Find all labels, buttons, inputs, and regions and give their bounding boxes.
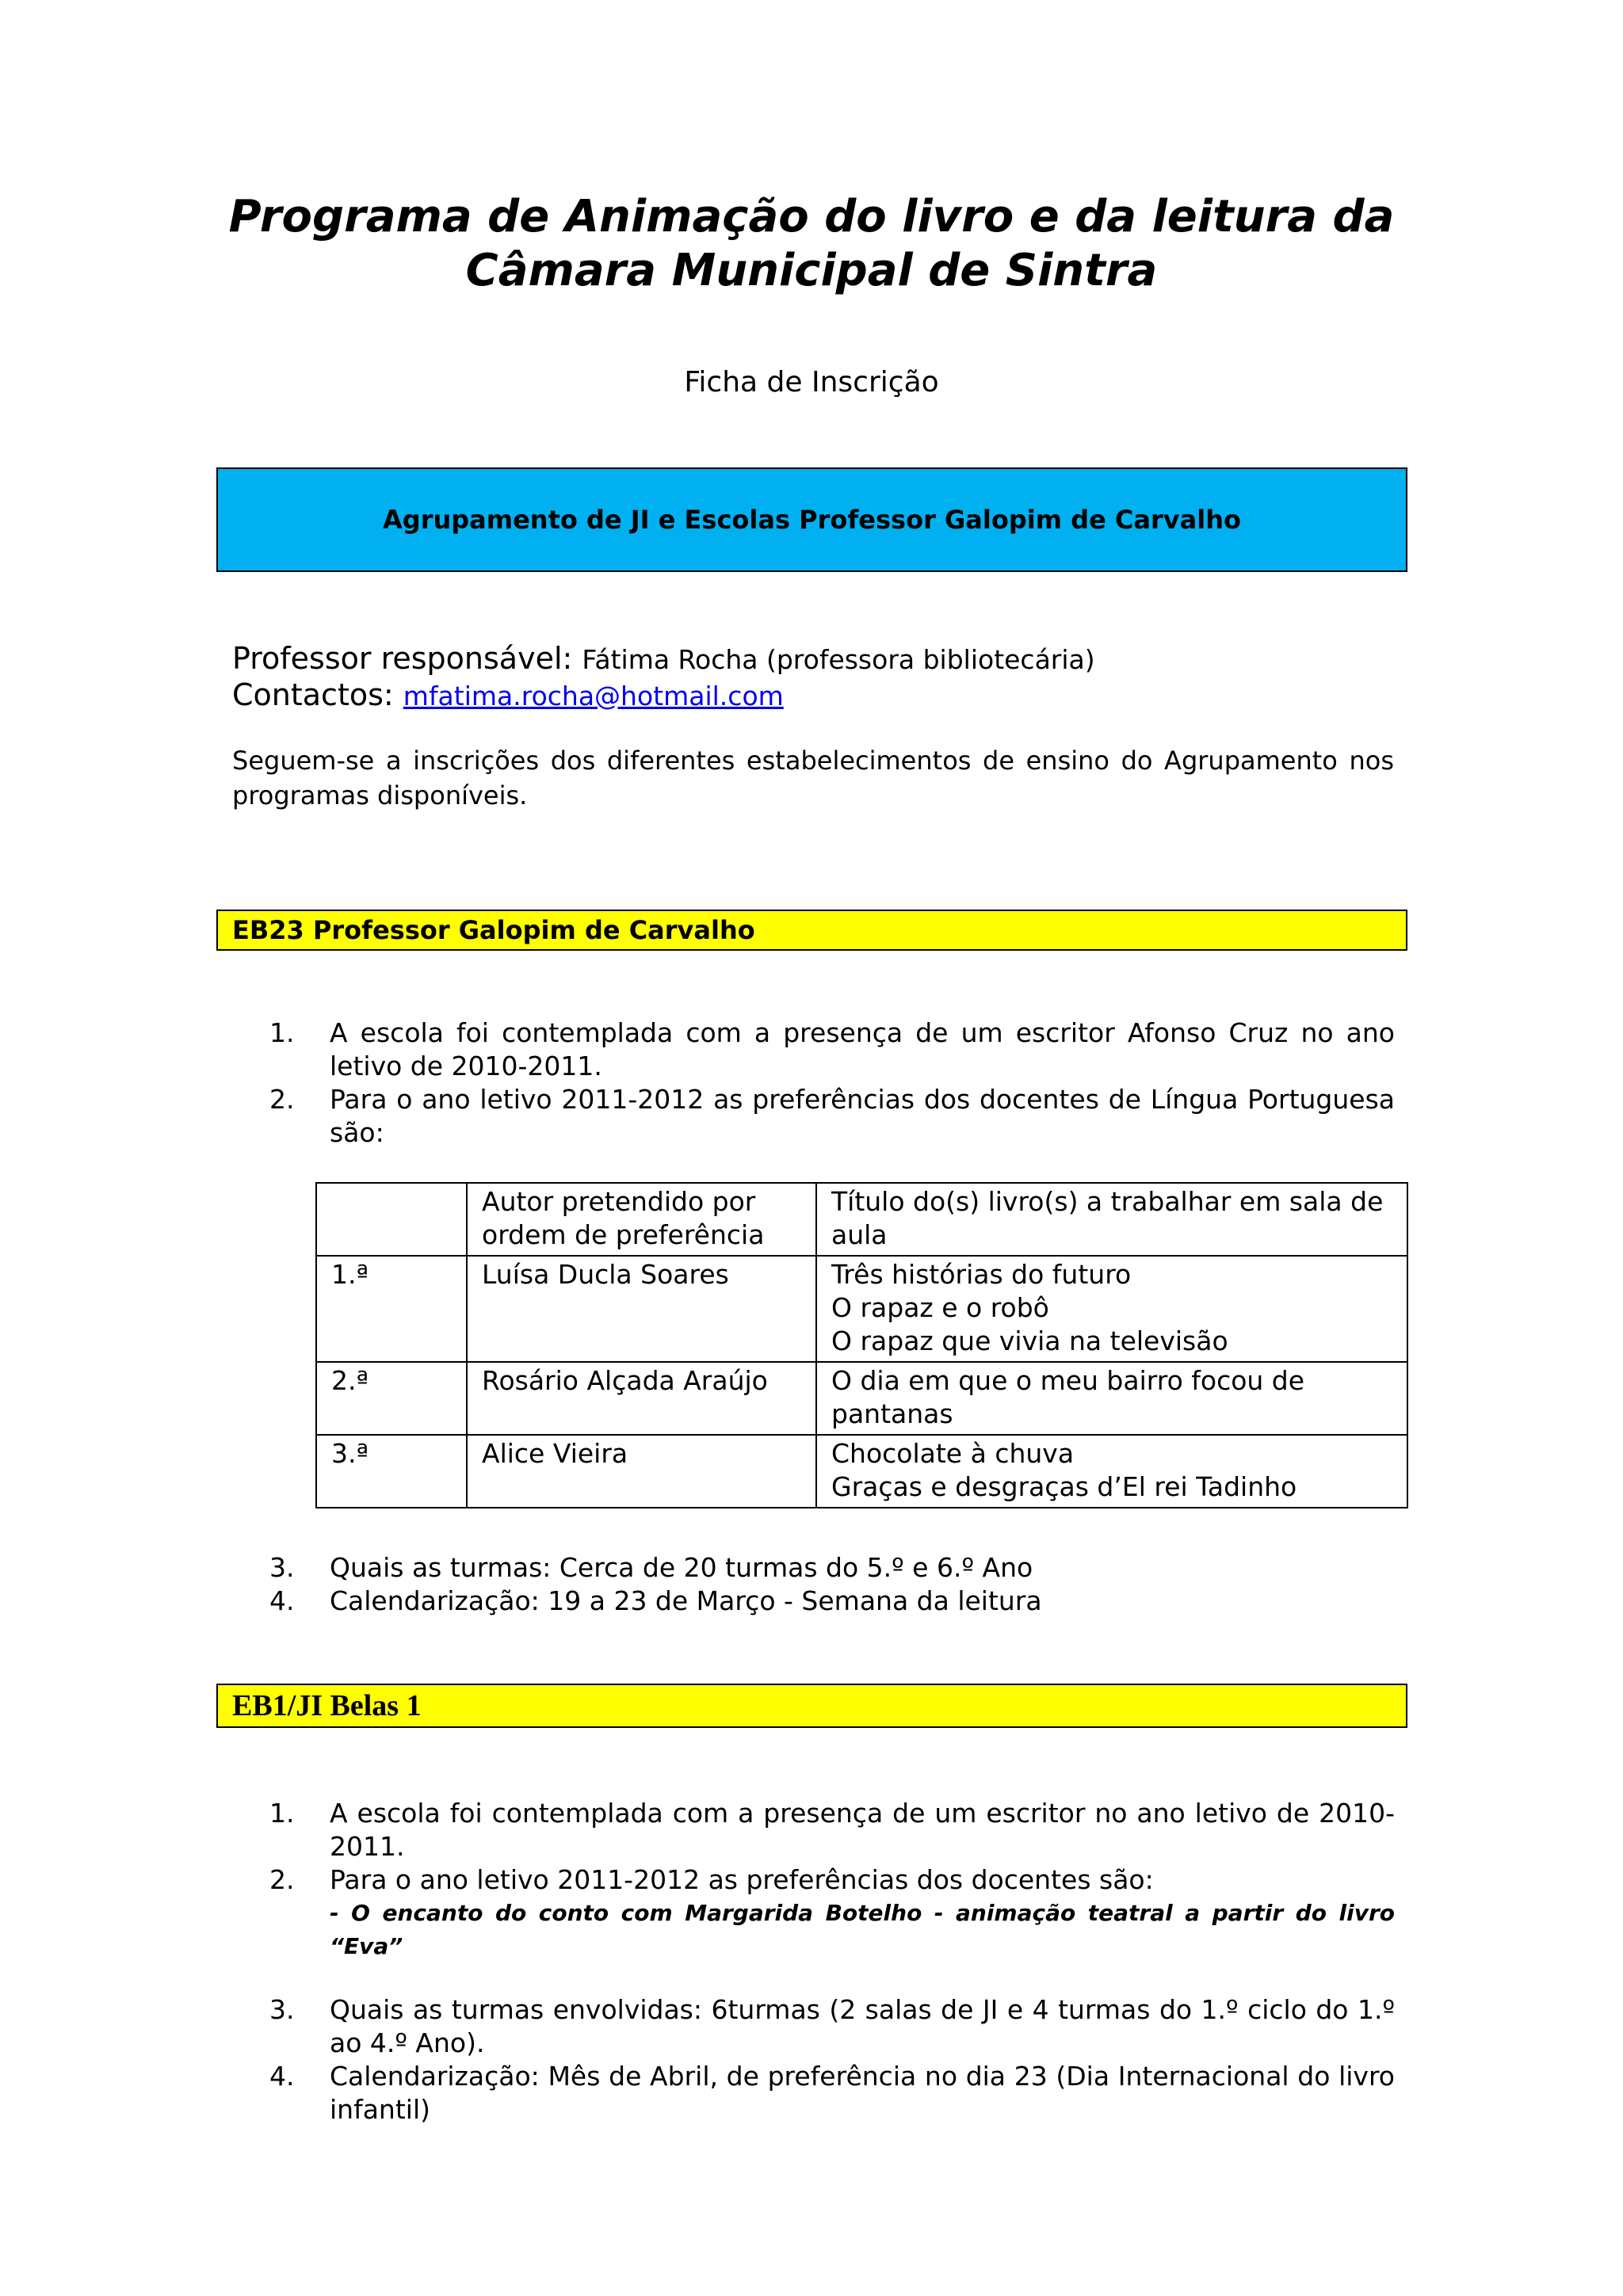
- eb23-list-bottom: [269, 1551, 1395, 1618]
- book-title: Chocolate à chuva: [831, 1438, 1075, 1469]
- table-cell-books: [816, 1256, 1407, 1362]
- contact-label: Contactos:: [232, 677, 394, 712]
- list-text: Calendarização: Mês de Abril, de preferência no dia 23 (Dia Internacional do livro infantil): [330, 2061, 1395, 2125]
- section-heading-belas: [216, 1684, 1407, 1728]
- preferences-table: [315, 1182, 1408, 1508]
- list-item: [269, 2060, 1395, 2126]
- table-header-row: [316, 1183, 1407, 1256]
- list-text: Quais as turmas envolvidas: 6turmas (2 salas de JI e 4 turmas do 1.º ciclo do 1.º ao 4.º Ano).: [330, 1994, 1395, 2058]
- form-subtitle: Ficha de Inscrição: [684, 366, 939, 399]
- list-text: Quais as turmas: Cerca de 20 turmas do 5.º e 6.º Ano: [330, 1552, 1033, 1583]
- eb23-list-top: [269, 1016, 1395, 1150]
- section-heading-eb23: [216, 910, 1407, 951]
- table-header-cell: Autor pretendido por ordem de preferência: [467, 1183, 816, 1256]
- table-cell-rank: [316, 1256, 467, 1362]
- list-item: [269, 1863, 1395, 1963]
- book-title: O rapaz e o robô: [831, 1292, 1049, 1323]
- list-number: 1.: [269, 1798, 295, 1829]
- table-cell-rank: 3.ª: [316, 1435, 467, 1508]
- list-text: Para o ano letivo 2011-2012 as preferências dos docentes são:: [330, 1864, 1154, 1895]
- email-link[interactable]: mfatima.rocha@hotmail.com: [403, 681, 784, 711]
- list-item: [269, 1585, 1395, 1618]
- list-number: 3.: [269, 1994, 295, 2025]
- book-title: O rapaz que vivia na televisão: [831, 1325, 1228, 1356]
- table-header-cell: [316, 1183, 467, 1256]
- section-heading-text: EB23 Professor Galopim de Carvalho: [232, 915, 755, 945]
- list-item: [269, 1993, 1395, 2060]
- section-heading-text: EB1/JI Belas 1: [232, 1689, 422, 1722]
- list-number: 4.: [269, 2061, 295, 2092]
- table-cell-books: [816, 1435, 1407, 1508]
- table-row: [316, 1435, 1407, 1508]
- list-number: 4.: [269, 1585, 295, 1616]
- page-title: [0, 190, 1623, 298]
- rank-text: 1.ª: [331, 1259, 369, 1290]
- list-number: 2.: [269, 1084, 295, 1115]
- list-item: [269, 1797, 1395, 1863]
- list-number: 1.: [269, 1017, 295, 1048]
- title-line-1: Programa de Animação do livro e da leitura da: [228, 191, 1395, 242]
- table-cell-rank: 2.ª: [316, 1362, 467, 1435]
- book-title: Graças e desgraças d’El rei Tadinho: [831, 1471, 1297, 1502]
- table-row: [316, 1362, 1407, 1435]
- professor-value: Fátima Rocha (professora bibliotecária): [582, 644, 1095, 675]
- list-text: Para o ano letivo 2011-2012 as preferências dos docentes de Língua Portuguesa são:: [330, 1084, 1395, 1148]
- list-item: [269, 1551, 1395, 1585]
- table-cell-books: [816, 1362, 1407, 1435]
- book-title: Três histórias do futuro: [831, 1259, 1132, 1290]
- belas-list: [269, 1797, 1395, 2126]
- list-text: A escola foi contemplada com a presença de um escritor Afonso Cruz no ano letivo de 2010-2011.: [330, 1017, 1395, 1081]
- list-item: [269, 1016, 1395, 1083]
- intro-paragraph: Seguem-se a inscrições dos diferentes estabelecimentos de ensino do Agrupamento nos programas disponíveis.: [232, 746, 1394, 810]
- table-cell-author: Alice Vieira: [467, 1435, 816, 1508]
- activity-line: - O encanto do conto com Margarida Botelho - animação teatral a partir do livro “Eva”: [330, 1900, 1395, 1959]
- professor-label: Professor responsável:: [232, 641, 573, 676]
- list-text: A escola foi contemplada com a presença de um escritor no ano letivo de 2010-2011.: [330, 1798, 1395, 1862]
- table-header-cell: Título do(s) livro(s) a trabalhar em sala de aula: [816, 1183, 1407, 1256]
- professor-line: [232, 640, 1095, 678]
- agrupamento-name: Agrupamento de JI e Escolas Professor Galopim de Carvalho: [383, 505, 1241, 535]
- contact-line: [232, 677, 784, 715]
- table-cell-author: Rosário Alçada Araújo: [467, 1362, 816, 1435]
- agrupamento-banner: [216, 467, 1407, 572]
- book-title: O dia em que o meu bairro focou de pantanas: [831, 1365, 1305, 1429]
- title-line-2: Câmara Municipal de Sintra: [465, 245, 1158, 296]
- table-row: [316, 1256, 1407, 1362]
- list-item: [269, 1083, 1395, 1150]
- list-number: 3.: [269, 1552, 295, 1583]
- list-number: 2.: [269, 1864, 295, 1895]
- table-cell-author: Luísa Ducla Soares: [467, 1256, 816, 1362]
- list-text: Calendarização: 19 a 23 de Março - Semana da leitura: [330, 1585, 1042, 1616]
